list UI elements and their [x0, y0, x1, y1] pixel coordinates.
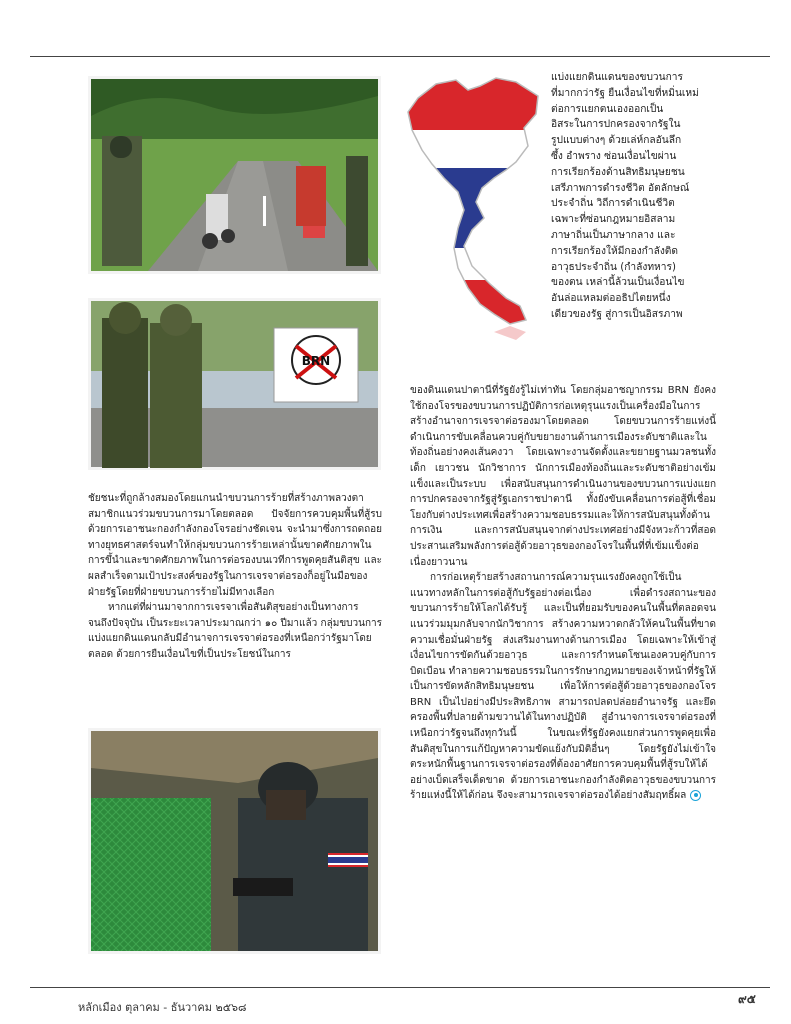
end-of-article-icon: [690, 790, 701, 801]
text-line: ต่อการแยกตนเองออกเป็น: [551, 103, 664, 115]
text-line: อาวุธประจำถิ่น (กำลังทหาร): [551, 261, 676, 273]
right-column-wrapped: [551, 70, 716, 323]
text-line: รูปแบบต่างๆ ด้วยเล่ห์กลอันลึก: [551, 135, 682, 147]
text-line: การเรียกร้องด้านสิทธิมนุษยชน: [551, 166, 685, 178]
thailand-map-graphic: [398, 70, 548, 355]
svg-text:BRN: BRN: [301, 354, 331, 368]
text-line: ประจำถิ่น วิถีการดำเนินชีวิต: [551, 198, 675, 210]
text-line: อิสระในการปกครองจากรัฐใน: [551, 119, 681, 131]
text-line: ที่มากกว่ารัฐ ยืนเงื่อนไขที่หมิ่นเหม่: [551, 87, 699, 99]
body-paragraph: หากแต่ที่ผ่านมาจากการเจรจาเพื่อสันติสุขอย่างเป็นทางการจนถึงปัจจุบัน เป็นระยะเวลาประมาณกว่า ๑๐ ปีมาแล้ว กลุ่มขบวนการแบ่งแยกดินแดนกลับมีอำนาจการเจรจาต่อรองที่เหนือกว่ารัฐมาโดยตลอด ด้วยการยืนเงื่อนไขที่เป็นประโยชน์ในการ: [88, 602, 382, 660]
checkpoint-photo: [88, 76, 381, 274]
body-paragraph: ของดินแดนปาตานีที่รัฐยังรู้ไม่เท่าทัน โดยกลุ่มอาชญากรรม BRN ยังคงใช้กองโจรของขบวนการปฏิบัติการก่อเหตุรุนแรงเป็นเครื่องมือในการสร้างอำนาจการเจรจาต่อรองมาโดยตลอด โดยขบวนการร้ายแห่งนี้ดำเนินการขับเคลื่อนควบคู่กับขยายงานด้านการเมืองระดับชาติและในท้องถิ่นอย่างคงเส้นคงวา โดยเฉพาะงานจัดตั้งและขยายฐานมวลชนทั้งเด็ก เยาวชน นักวิชาการ นักการเมืองท้องถิ่นและระดับชาติอย่างเข้มแข็งและเป็นระบบ เพื่อสนับสนุนการดำเนินงานของขบวนการแบ่งแยกการปกครองจากรัฐสู่รัฐเอกราชปาตานี ทั้งยังขับเคลื่อนการต่อสู้ที่เชื่อมโยงกับต่างประเทศเพื่อสร้างความชอบธรรมและให้การสนับสนุนทั้งด้านการเงิน และการสนับสนุนจากต่างประเทศอย่างมีจังหวะก้าวที่สอดประสานเสริมพลังการต่อสู้ด้วยอาวุธของกองโจรในพื้นที่ที่เข้มแข็งต่อเนื่องยาวนาน: [410, 385, 716, 568]
armed-guard-photo: [88, 728, 381, 954]
body-paragraph: [410, 570, 716, 804]
body-paragraph: ชัยชนะที่ถูกล้างสมองโดยแกนนำขบวนการร้ายที่สร้างภาพลวงตาสมาชิกแนวร่วมขบวนการมาโดยตลอด ปัจจัยการควบคุมพื้นที่สู้รบด้วยการเอาชนะกองกำลังกองโจรอย่างชัดเจน จะนำมาซึ่งการถดถอยทางยุทธศาสตร์จนทำให้กลุ่มขบวนการร้ายเหล่านั้นขาดศักยภาพในการขึ้นำและขาดศักยภาพในการต่อรองบนเวทีการพูดคุยสันติสุข และผลสำเร็จตามเป้าประสงค์ของรัฐในการเจรจาต่อรองก็อยู่ในมือของฝ่ายรัฐโดยที่ฝ่ายขบวนการร้ายไม่มีทางเลือก: [88, 493, 382, 598]
bottom-rule: [30, 987, 770, 988]
text-line: ภาษาถิ่นเป็นภาษากลาง และ: [551, 229, 676, 241]
text-line: อันล่อแหลมต่ออธิปไตยหนึ่ง: [551, 293, 671, 305]
text-line: เดียวของรัฐ สู่การเป็นอิสรภาพ: [551, 308, 683, 320]
top-rule: [30, 56, 770, 57]
right-column-body: [410, 327, 716, 804]
text-line: ซึ้ง อำพราง ซ่อนเงื่อนไขผ่าน: [551, 150, 677, 162]
text-line: การเรียกร้องให้มีกองกำลังติด: [551, 245, 679, 257]
text-line: เสรีภาพการดำรงชีวิต อัตลักษณ์: [551, 182, 690, 194]
text-line: ของตน เหล่านี้ล้วนเป็นเงื่อนไข: [551, 277, 685, 289]
text-line: เฉพาะที่ซ่อนกฎหมายอิสลาม: [551, 214, 676, 226]
soldiers-brn-photo: [88, 298, 381, 470]
left-column-body: [88, 491, 382, 663]
footer-magazine-title: หลักเมือง ตุลาคม - ธันวาคม ๒๕๖๘: [78, 1001, 247, 1014]
text-line: แบ่งแยกดินแดนของขบวนการ: [551, 72, 683, 83]
page-number: ๙๕: [738, 992, 756, 1006]
body-paragraph-text: การก่อเหตุร้ายสร้างสถานการณ์ความรุนแรงยังคงถูกใช้เป็นแนวทางหลักในการต่อสู้กับรัฐอย่างต่อเนื่อง เพื่อดำรงสถานะของขบวนการร้ายให้โลกได้รับรู้ และเป็นที่ยอมรับของคนในพื้นที่ตลอดจนแนวร่วมมุมกลับจากนักวิชาการ สร้างความหวาดกลัวให้คนในพื้นที่ขาดความเชื่อมั่นฝ่ายรัฐ ส่งเสริมงานทางด้านการเมือง โดยเฉพาะให้เข้าสู่เงื่อนไขการขัดกันด้วยอาวุธ และการกำหนดโซนเองควบคู่กับการบิดเบือน ทำลายความชอบธรรมในการรักษากฎหมายของเจ้าหน้าที่รัฐให้เป็นการขัดหลักสิทธิมนุษยชน เพื่อให้การต่อสู้ด้วยอาวุธของกองโจร BRN เป็นไปอย่างมีประสิทธิภาพ สามารถปลดปล่อยอำนาจรัฐ และยึดครองพื้นที่ปลายด้ามขวานได้ในทางปฏิบัติ สู่อำนาจการเจรจาต่อรองที่เหนือกว่ารัฐจนถึงทุกวันนี้ ในขณะที่รัฐยังคงแยกส่วนการพูดคุยเพื่อสันติสุขในการแก้ปัญหาความขัดแย้งกับมิติอื่นๆ โดยรัฐยังไม่เข้าใจตระหนักพื้นฐานการเจรจาต่อรองที่ต้องอาศัยการควบคุมพื้นที่สู้รบให้ได้อย่างเบ็ดเสร็จเด็ดขาด ด้วยการเอาชนะกองกำลังติดอาวุธของขบวนการร้ายแห่งนี้ให้ได้ก่อน จึงจะสามารถเจรจาต่อรองได้อย่างสัมฤทธิ์ผล: [410, 572, 716, 802]
